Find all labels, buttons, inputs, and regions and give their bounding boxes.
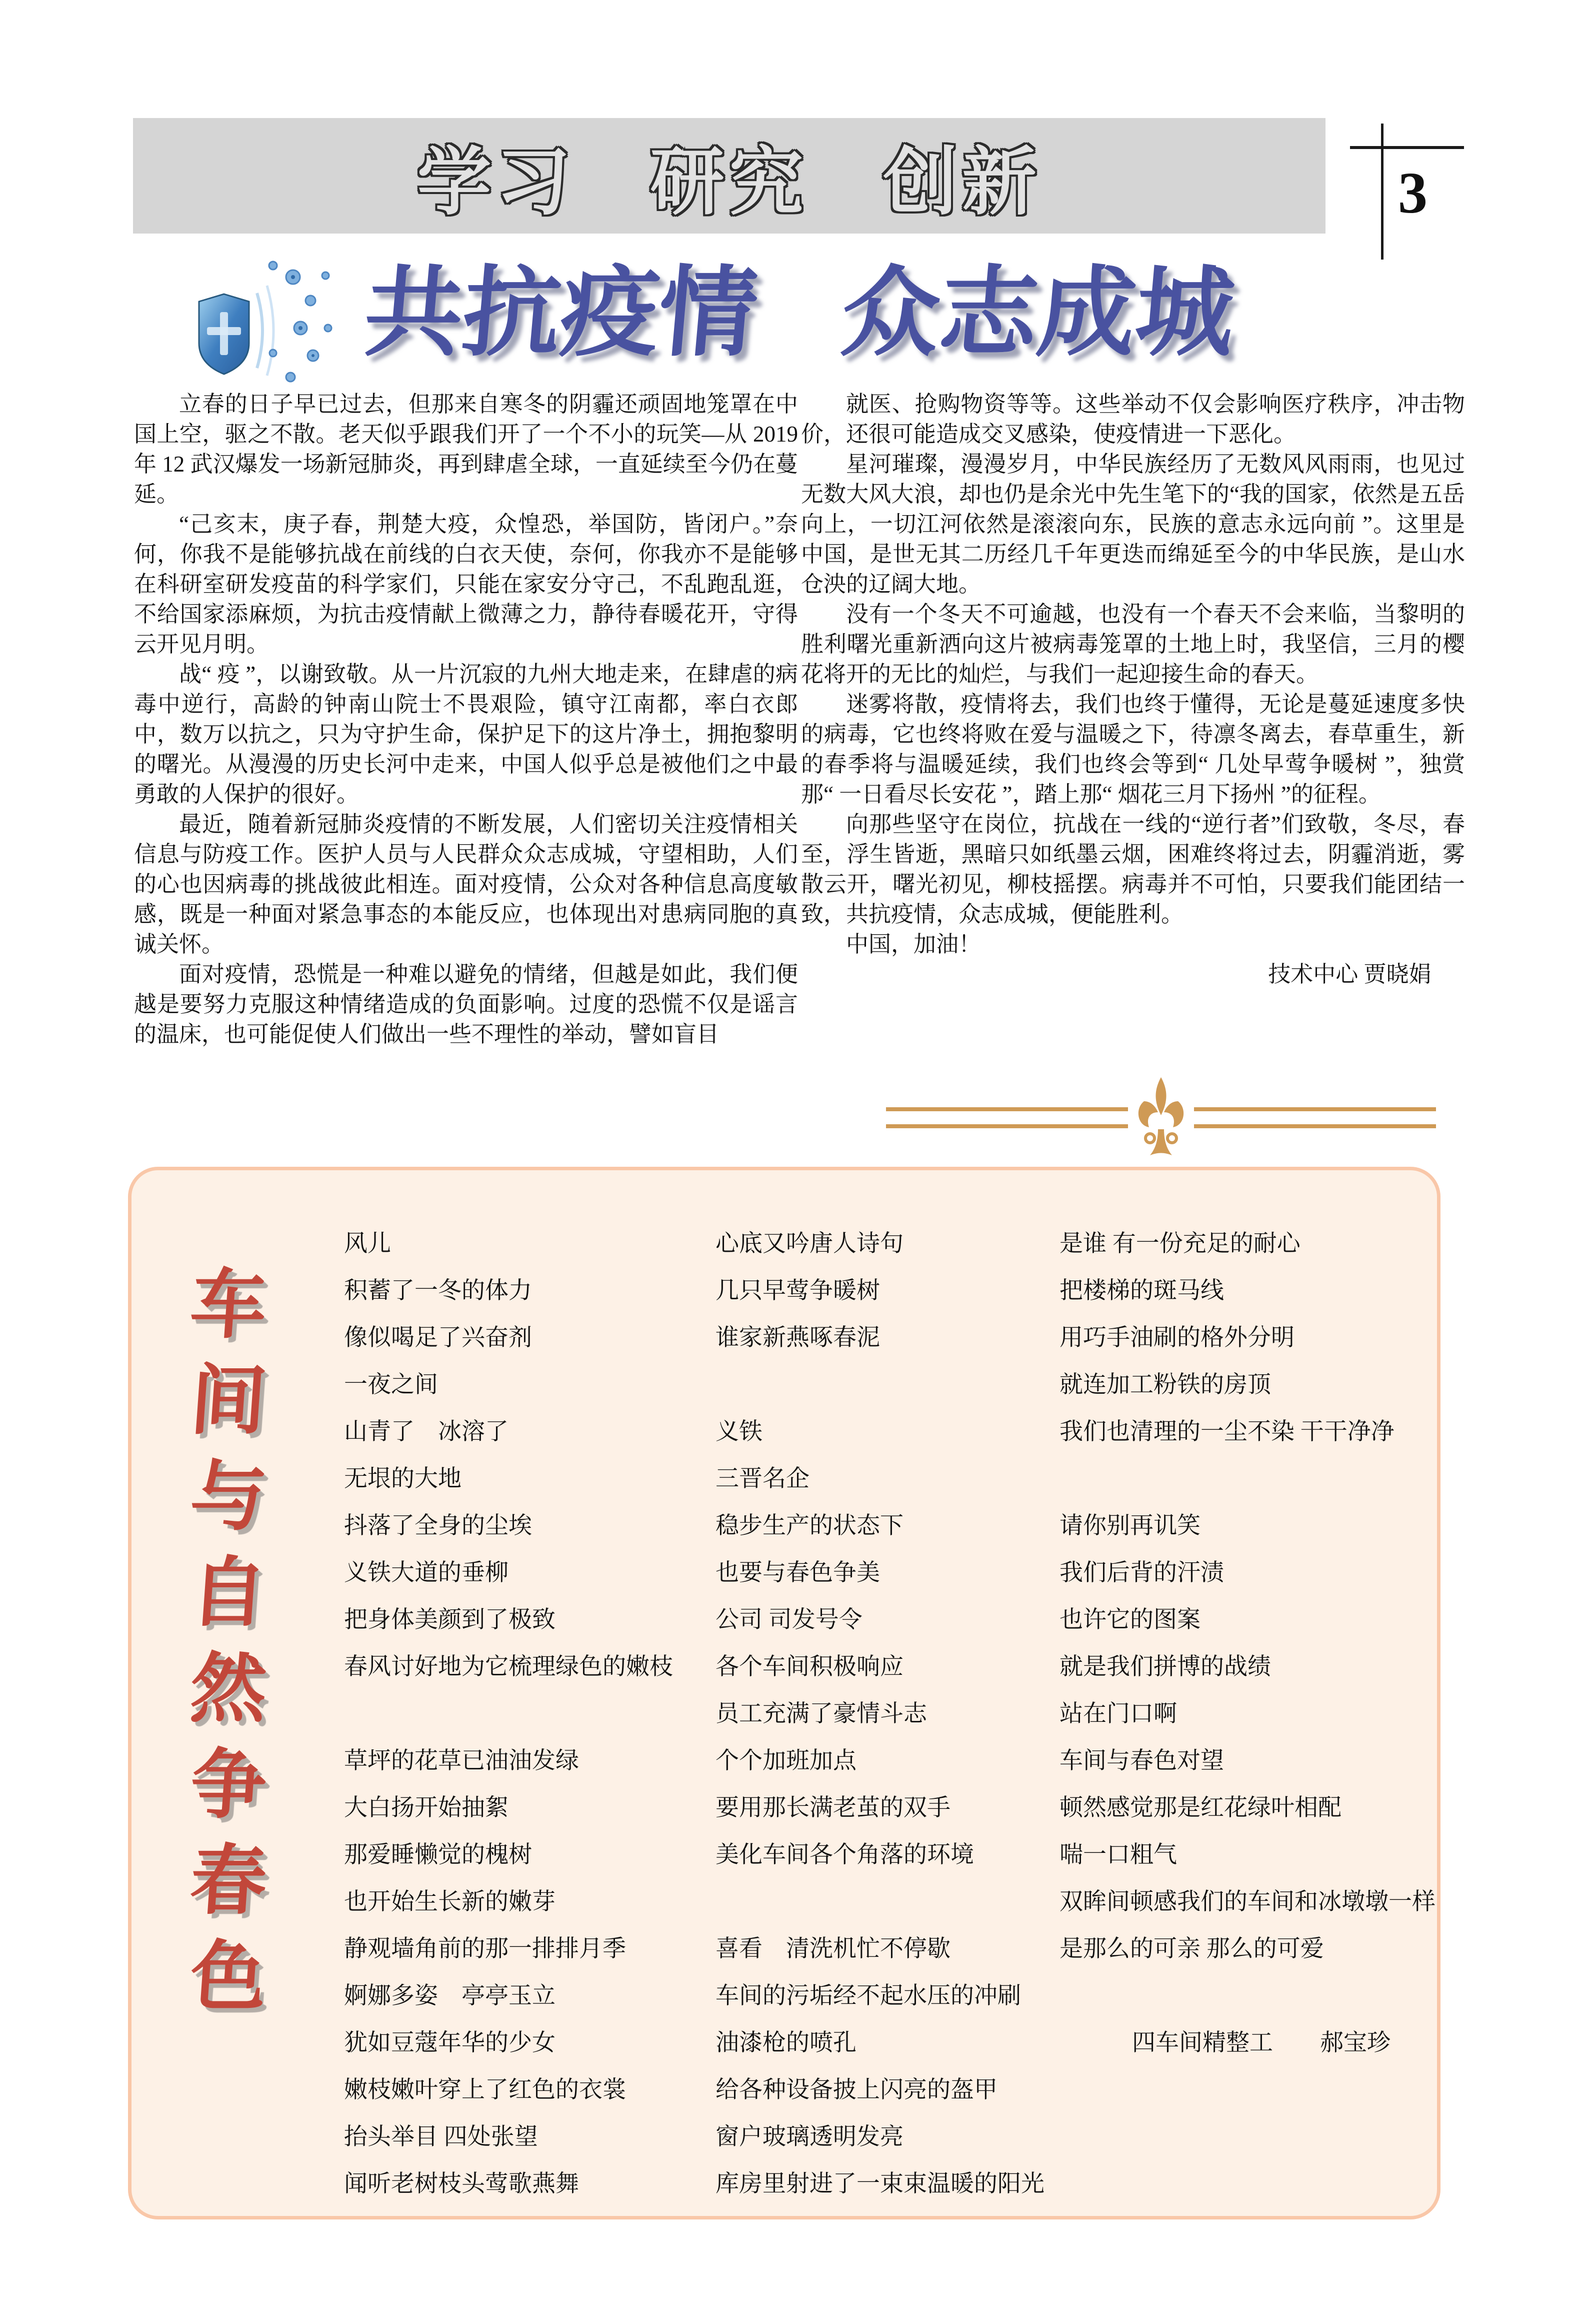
poem-line: 抬头举目 四处张望 [344, 2124, 538, 2150]
poem-line: 静观墙角前的那一排排月季 [344, 1936, 626, 1962]
paragraph: 最近，随着新冠肺炎疫情的不断发展，人们密切关注疫情相关信息与防疫工作。医护人员与人民群众众志成城，守望相助，人们的心也因病毒的挑战彼此相连。面对疫情，公众对各种信息高度敏感，既是一种面对紧急事态的本能反应，也体现出对患病同胞的真诚关怀。 [134, 812, 798, 957]
poem-line: 给各种设备披上闪亮的盔甲 [716, 2077, 998, 2103]
banner-word-study: 学习 [417, 139, 576, 225]
poem-line: 风儿 [344, 1231, 391, 1257]
poem-line: 窗户玻璃透明发亮 [716, 2124, 904, 2150]
section-divider [886, 1075, 1436, 1160]
poem-line: 就是我们拼博的战绩 [1060, 1654, 1271, 1680]
headline-part2: 众志成城 [836, 255, 1240, 370]
poem-line: 也开始生长新的嫩芽 [344, 1889, 556, 1915]
poem-line: 婀娜多姿 亭亭玉立 [344, 1983, 556, 2009]
poem-line: 车间的污垢经不起水压的冲刷 [716, 1983, 1021, 2009]
paragraph: 就医、抢购物资等等。这些举动不仅会影响医疗秩序，冲击物价，还很可能造成交叉感染，使疫情进一下恶化。 [801, 392, 1465, 447]
poem-line: 那爱睡懒觉的槐树 [344, 1842, 532, 1868]
poem-title-char: 车 [187, 1259, 270, 1349]
article-headline [360, 250, 1470, 375]
header-banner [133, 118, 1326, 234]
poem-line: 闻听老树枝头莺歌燕舞 [344, 2171, 579, 2197]
poem-line: 车间与春色对望 [1060, 1748, 1224, 1774]
poem-line: 公司 司发号令 [716, 1607, 862, 1633]
divider-line-right [1194, 1107, 1436, 1128]
crop-mark-vertical [1381, 124, 1384, 260]
poem-line: 双眸间顿感我们的车间和冰墩墩一样 [1060, 1889, 1436, 1915]
poem-line: 喘一口粗气 [1060, 1842, 1177, 1868]
poem-line: 义铁 [716, 1419, 762, 1445]
poem-line-blank [716, 1878, 1044, 1925]
poem-line: 草坪的花草已油油发绿 [344, 1748, 579, 1774]
paragraph: 立春的日子早已过去，但那来自寒冬的阴霾还顽固地笼罩在中国上空，驱之不散。老天似乎跟我们开了一个不小的玩笑—从 2019 年 12 武汉爆发一场新冠肺炎，再到肆虐全球，一直延续至今仍在蔓延。 [134, 392, 798, 507]
poem-line: 油漆枪的喷孔 [716, 2030, 856, 2056]
article-byline: 技术中心 贾晓娟 [1268, 962, 1432, 987]
slogan: 中国，加油！ [846, 932, 982, 957]
poem-line-blank [716, 1361, 1044, 1408]
poem-line: 库房里射进了一束束温暖的阳光 [716, 2171, 1044, 2197]
divider-line-left [886, 1107, 1128, 1128]
poem-line: 就连加工粉铁的房顶 [1060, 1372, 1271, 1398]
poem-attribution: 四车间精整工 郝宝珍 [1132, 2030, 1390, 2056]
poem-line: 员工充满了豪情斗志 [716, 1701, 927, 1727]
poem-line: 像似喝足了兴奋剂 [344, 1325, 532, 1351]
poem-line: 美化车间各个角落的环境 [716, 1842, 974, 1868]
crop-mark-horizontal [1350, 146, 1464, 149]
poem-line: 请你别再讥笑 [1060, 1513, 1200, 1539]
poem-line: 无垠的大地 [344, 1466, 462, 1492]
poem-line: 犹如豆蔻年华的少女 [344, 2030, 556, 2056]
paragraph: 迷雾将散，疫情将去，我们也终于懂得，无论是蔓延速度多快的病毒，它也终将败在爱与温暖之下，待凛冬离去，春草重生，新的春季将与温暖延续，我们也终会等到“ 几处早莺争暖树 ”，独赏那“ 一日看尽长安花 ”，踏上那“ 烟花三月下扬州 ”的征程。 [801, 692, 1465, 807]
poem-title-char: 春 [187, 1835, 270, 1925]
poem-line: 我们后背的汗渍 [1060, 1560, 1224, 1586]
paragraph: “己亥末，庚子春，荆楚大疫，众惶恐，举国防，皆闭户。”奈何，你我不是能够抗战在前线的白衣天使，奈何，你我亦不是能够在科研室研发疫苗的科学家们，只能在家安分守己，不乱跑乱逛，不给国家添麻烦，为抗击疫情献上微薄之力，静待春暖花开，守得云开见月明。 [134, 512, 798, 657]
page-number: 3 [1398, 160, 1428, 226]
poem-line: 是那么的可亲 那么的可爱 [1060, 1936, 1324, 1962]
poem-line: 稳步生产的状态下 [716, 1513, 904, 1539]
poem-line: 个个加班加点 [716, 1748, 856, 1774]
shield-virus-icon [193, 248, 343, 398]
article-left-column [134, 389, 798, 1049]
poem-column-3 [1060, 1220, 1436, 2066]
poem-title-char: 色 [187, 1931, 270, 2021]
poem-column-1 [344, 1220, 673, 2207]
poem-line: 也许它的图案 [1060, 1607, 1200, 1633]
poem-line: 把身体美颜到了极致 [344, 1607, 556, 1633]
poem-box [128, 1167, 1440, 2219]
poem-line: 三晋名企 [716, 1466, 810, 1492]
paragraph: 没有一个冬天不可逾越，也没有一个春天不会来临，当黎明的胜利曙光重新洒向这片被病毒笼罩的土地上时，我坚信，三月的樱花将开的无比的灿烂，与我们一起迎接生命的春天。 [801, 602, 1465, 687]
poem-line: 抖落了全身的尘埃 [344, 1513, 532, 1539]
paragraph: 战“ 疫 ”，以谢致敬。从一片沉寂的九州大地走来，在肆虐的病毒中逆行，高龄的钟南山院士不畏艰险，镇守江南都，率白衣郎中，数万以抗之，只为守护生命，保护足下的这片净土，拥抱黎明的曙光。从漫漫的历史长河中走来，中国人似乎总是被他们之中最勇敢的人保护的很好。 [134, 662, 798, 807]
poem-line: 积蓄了一冬的体力 [344, 1278, 532, 1304]
poem-line: 我们也清理的一尘不染 干干净净 [1060, 1419, 1394, 1445]
banner-word-research: 研究 [650, 139, 808, 225]
poem-title-char: 自 [187, 1547, 270, 1637]
poem-line-blank [1060, 1972, 1436, 2019]
poem-vertical-title [187, 1258, 270, 2023]
poem-line: 山青了 冰溶了 [344, 1419, 508, 1445]
poem-line: 几只早莺争暖树 [716, 1278, 880, 1304]
headline-part1: 共抗疫情 [360, 255, 762, 370]
poem-line: 一夜之间 [344, 1372, 438, 1398]
poem-line: 把楼梯的斑马线 [1060, 1278, 1224, 1304]
poem-line: 嫩枝嫩叶穿上了红色的衣裳 [344, 2077, 626, 2103]
paragraph: 星河璀璨，漫漫岁月，中华民族经历了无数风风雨雨，也见过无数大风大浪，却也仍是余光中先生笔下的“我的国家，依然是五岳向上，一切江河依然是滚滚向东，民族的意志永远向前 ”。这里是中国，是世无其二历经几千年更迭而绵延至今的中华民族，是山水仓泱的辽阔大地。 [801, 452, 1465, 597]
poem-line: 义铁大道的垂柳 [344, 1560, 508, 1586]
paragraph: 向那些坚守在岗位，抗战在一线的“逆行者”们致敬，冬尽，春至，浮生皆逝，黑暗只如纸墨云烟，困难终将过去，阴霾消逝，雾散云开，曙光初见，柳枝摇摆。病毒并不可怕，只要我们能团结一致，共抗疫情，众志成城，便能胜利。 [801, 812, 1465, 927]
poem-line: 站在门口啊 [1060, 1701, 1177, 1727]
poem-line: 要用那长满老茧的双手 [716, 1795, 950, 1821]
poem-line-blank [1060, 1455, 1436, 1502]
poem-column-2 [716, 1220, 1044, 2207]
poem-line: 用巧手油刷的格外分明 [1060, 1325, 1294, 1351]
poem-line: 顿然感觉那是红花绿叶相配 [1060, 1795, 1342, 1821]
poem-title-char: 争 [187, 1739, 270, 1829]
poem-line: 是谁 有一份充足的耐心 [1060, 1231, 1300, 1257]
poem-title-char: 间 [187, 1355, 270, 1445]
banner-word-innovate: 创新 [883, 139, 1042, 225]
poem-line: 喜看 清洗机忙不停歇 [716, 1936, 950, 1962]
poem-title-char: 与 [187, 1451, 270, 1541]
paragraph: 面对疫情，恐慌是一种难以避免的情绪，但越是如此，我们便越是要努力克服这种情绪造成的负面影响。过度的恐慌不仅是谣言的温床，也可能促使人们做出一些不理性的举动，譬如盲目 [134, 962, 798, 1047]
article-right-column [801, 389, 1465, 989]
poem-line: 各个车间积极响应 [716, 1654, 904, 1680]
poem-line: 大白扬开始抽絮 [344, 1795, 508, 1821]
poem-title-char: 然 [187, 1643, 270, 1733]
poem-line-blank [344, 1690, 673, 1737]
poem-line: 春风讨好地为它梳理绿色的嫩枝 [344, 1654, 673, 1680]
poem-line: 心底又吟唐人诗句 [716, 1231, 904, 1257]
poem-line: 谁家新燕啄春泥 [716, 1325, 880, 1351]
poem-line: 也要与春色争美 [716, 1560, 880, 1586]
fleur-de-lis-ornament [1131, 1075, 1191, 1160]
